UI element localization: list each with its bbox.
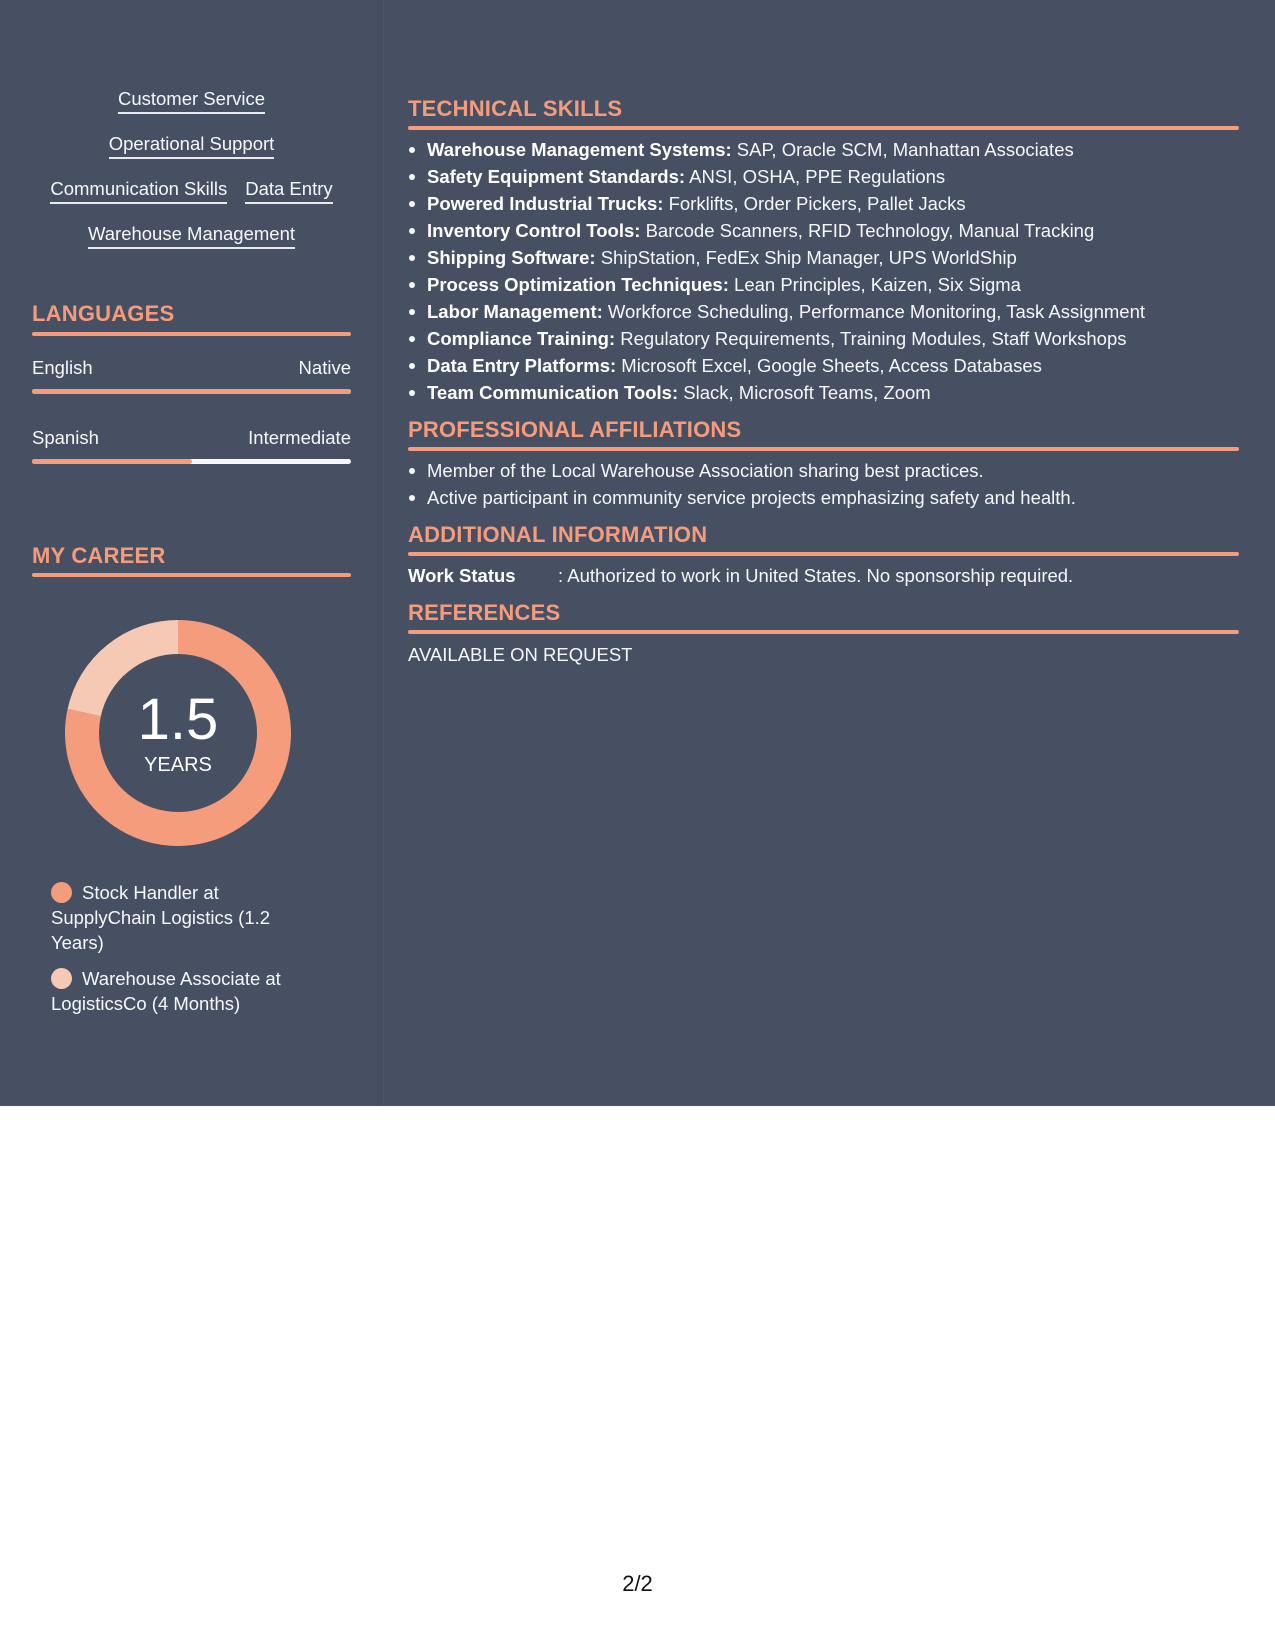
career-donut-chart [65,620,291,846]
technical-skill-value: Microsoft Excel, Google Sheets, Access Databases [621,355,1042,376]
technical-skill-item [408,352,1239,379]
technical-skill-value: Workforce Scheduling, Performance Monitoring, Task Assignment [607,301,1146,322]
section-rule [32,332,351,336]
technical-skill-label: Team Communication Tools: [427,382,679,403]
technical-skills-list [408,136,1239,406]
technical-skill-item [408,271,1239,298]
skill-tag-warehouse-management: Warehouse Management [88,221,295,249]
technical-skill-value: Forklifts, Order Pickers, Pallet Jacks [668,193,966,214]
skill-tag-data-entry: Data Entry [245,176,332,204]
skill-tag-communication-skills: Communication Skills [50,176,227,204]
technical-skill-label: Warehouse Management Systems: [427,139,732,160]
technical-skills-heading: TECHNICAL SKILLS [408,96,623,121]
references-heading: REFERENCES [408,600,561,625]
technical-skill-item [408,298,1239,325]
language-proficiency-bar [32,389,351,394]
work-status-value: : Authorized to work in United States. No sponsorship required. [558,565,1074,586]
affiliation-item: Active participant in community service projects emphasizing safety and health. [408,484,1239,511]
technical-skill-item [408,163,1239,190]
page-number: 2/2 [622,1571,653,1596]
language-item-spanish [32,427,351,464]
affiliations-section [408,415,1239,511]
affiliations-list [408,457,1239,511]
career-legend [51,880,321,1027]
technical-skill-value: Slack, Microsoft Teams, Zoom [683,382,931,403]
technical-skill-value: Lean Principles, Kaizen, Six Sigma [734,274,1021,295]
legend-label: Warehouse Associate at LogisticsCo (4 Months) [51,968,281,1014]
language-row [32,357,351,379]
technical-skill-label: Powered Industrial Trucks: [427,193,664,214]
career-total-value: 1.5 [137,687,219,752]
language-name: English [32,357,93,378]
technical-skill-item [408,217,1239,244]
language-name: Spanish [32,427,99,448]
technical-skill-label: Compliance Training: [427,328,616,349]
legend-label: Stock Handler at SupplyChain Logistics (1.2 Years) [51,882,271,953]
language-level: Native [298,357,351,378]
technical-skill-item [408,244,1239,271]
language-item-english [32,357,351,394]
skill-row [32,176,351,221]
technical-skill-label: Safety Equipment Standards: [427,166,686,187]
languages-section-header [32,301,351,336]
section-rule [408,552,1239,556]
work-status-label: Work Status [408,565,516,586]
technical-skill-label: Process Optimization Techniques: [427,274,729,295]
technical-skill-label: Labor Management: [427,301,603,322]
skill-tag-operational-support: Operational Support [109,131,275,159]
skill-tag-customer-service: Customer Service [118,86,265,114]
technical-skill-value: ANSI, OSHA, PPE Regulations [689,166,946,187]
technical-skills-section [408,94,1239,406]
references-section [408,598,1239,667]
technical-skill-label: Data Entry Platforms: [427,355,617,376]
affiliations-heading: PROFESSIONAL AFFILIATIONS [408,417,742,442]
technical-skill-value: SAP, Oracle SCM, Manhattan Associates [736,139,1074,160]
technical-skill-item [408,325,1239,352]
technical-skill-item [408,136,1239,163]
skill-row [32,131,351,176]
language-proficiency-bar [32,459,351,464]
technical-skill-label: Inventory Control Tools: [427,220,641,241]
skills-tags [32,86,351,266]
legend-item [51,880,321,955]
section-rule [408,630,1239,634]
technical-skill-value: Regulatory Requirements, Training Modules, Staff Workshops [620,328,1127,349]
language-proficiency-fill [32,459,192,464]
career-section-header [32,543,351,577]
language-proficiency-fill [32,389,351,394]
affiliation-item: Member of the Local Warehouse Association sharing best practices. [408,457,1239,484]
skill-row [32,221,351,266]
references-text: AVAILABLE ON REQUEST [408,644,633,665]
technical-skill-item [408,190,1239,217]
additional-info-heading: ADDITIONAL INFORMATION [408,522,708,547]
technical-skill-item [408,379,1239,406]
section-rule [408,126,1239,130]
career-heading: MY CAREER [32,543,166,568]
work-status-row [408,564,1239,588]
language-row [32,427,351,449]
legend-dot [51,882,72,903]
career-total-unit: YEARS [144,754,212,776]
additional-info-section [408,520,1239,588]
column-divider [383,0,384,1106]
section-rule [408,447,1239,451]
language-level: Intermediate [248,427,351,448]
right-column [408,94,1239,667]
languages-heading: LANGUAGES [32,301,175,326]
legend-item [51,966,321,1016]
section-rule [32,573,351,577]
legend-dot [51,968,72,989]
technical-skill-value: ShipStation, FedEx Ship Manager, UPS WorldShip [600,247,1017,268]
skill-row [32,86,351,131]
technical-skill-value: Barcode Scanners, RFID Technology, Manual Tracking [645,220,1095,241]
technical-skill-label: Shipping Software: [427,247,596,268]
